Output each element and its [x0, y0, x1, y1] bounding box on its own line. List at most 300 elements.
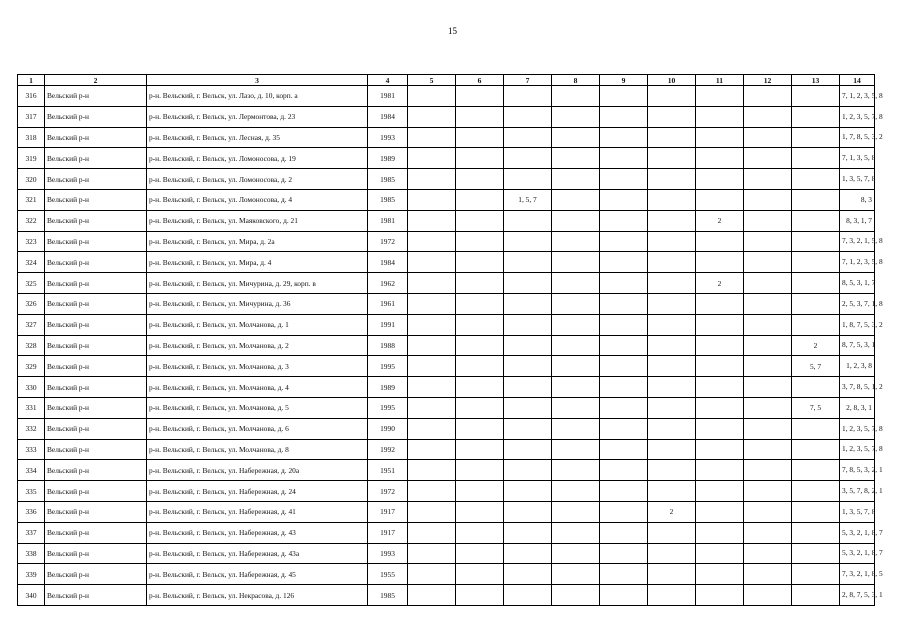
col6-cell — [456, 293, 504, 314]
col6-cell — [456, 397, 504, 418]
row-number: 323 — [18, 231, 45, 252]
col8-cell — [552, 231, 600, 252]
col7-cell — [504, 231, 552, 252]
address-cell: р-н. Вельский, г. Вельск, ул. Некрасова, д. 126 — [147, 585, 368, 606]
col5-cell — [408, 273, 456, 294]
col14-cell: 1, 2, 3, 5, 7, 8 — [840, 106, 875, 127]
table-row — [18, 273, 875, 294]
col14-cell: 8, 5, 3, 1, 7 — [840, 273, 875, 294]
col9-cell — [600, 377, 648, 398]
col8-cell — [552, 148, 600, 169]
col14-cell: 1, 3, 5, 7, 8 — [840, 169, 875, 190]
col7-cell — [504, 148, 552, 169]
col12-cell — [744, 231, 792, 252]
col8-cell — [552, 210, 600, 231]
col13-cell — [792, 86, 840, 107]
col14-cell: 1, 8, 7, 5, 3, 2 — [840, 314, 875, 335]
address-cell: р-н. Вельский, г. Вельск, ул. Ломоносова, д. 19 — [147, 148, 368, 169]
col9-cell — [600, 397, 648, 418]
row-number: 328 — [18, 335, 45, 356]
col14-cell: 7, 3, 2, 1, 5, 8 — [840, 231, 875, 252]
column-header-12: 12 — [744, 75, 792, 86]
col11-cell — [696, 439, 744, 460]
col7-cell — [504, 106, 552, 127]
col8-cell — [552, 585, 600, 606]
district-cell: Вельский р-н — [45, 231, 147, 252]
header-row — [18, 75, 875, 86]
col13-cell — [792, 481, 840, 502]
col13-cell — [792, 106, 840, 127]
col7-cell — [504, 543, 552, 564]
col13-cell — [792, 314, 840, 335]
table-row — [18, 148, 875, 169]
col8-cell — [552, 522, 600, 543]
address-cell: р-н. Вельский, г. Вельск, ул. Ломоносова, д. 4 — [147, 189, 368, 210]
col5-cell — [408, 481, 456, 502]
col13-cell — [792, 564, 840, 585]
col9-cell — [600, 293, 648, 314]
year-cell: 1985 — [368, 169, 408, 190]
col11-cell — [696, 169, 744, 190]
row-number: 316 — [18, 86, 45, 107]
district-cell: Вельский р-н — [45, 335, 147, 356]
table-row — [18, 460, 875, 481]
row-number: 319 — [18, 148, 45, 169]
table-row — [18, 564, 875, 585]
col6-cell — [456, 377, 504, 398]
year-cell: 1989 — [368, 148, 408, 169]
col8-cell — [552, 106, 600, 127]
col10-cell — [648, 397, 696, 418]
year-cell: 1995 — [368, 356, 408, 377]
col12-cell — [744, 106, 792, 127]
col11-cell — [696, 501, 744, 522]
col10-cell — [648, 86, 696, 107]
col12-cell — [744, 543, 792, 564]
col13-cell — [792, 293, 840, 314]
col10-cell: 2 — [648, 501, 696, 522]
col10-cell — [648, 481, 696, 502]
column-header-7: 7 — [504, 75, 552, 86]
col12-cell — [744, 585, 792, 606]
year-cell: 1993 — [368, 127, 408, 148]
col10-cell — [648, 564, 696, 585]
col13-cell — [792, 169, 840, 190]
row-number: 332 — [18, 418, 45, 439]
address-cell: р-н. Вельский, г. Вельск, ул. Молчанова, д. 3 — [147, 356, 368, 377]
district-cell: Вельский р-н — [45, 210, 147, 231]
col5-cell — [408, 252, 456, 273]
col5-cell — [408, 460, 456, 481]
col7-cell — [504, 252, 552, 273]
table-row — [18, 377, 875, 398]
col9-cell — [600, 314, 648, 335]
col13-cell — [792, 210, 840, 231]
col9-cell — [600, 543, 648, 564]
col14-cell: 1, 2, 3, 8 — [840, 356, 875, 377]
col12-cell — [744, 481, 792, 502]
district-cell: Вельский р-н — [45, 418, 147, 439]
row-number: 336 — [18, 501, 45, 522]
col9-cell — [600, 501, 648, 522]
year-cell: 1993 — [368, 543, 408, 564]
col13-cell — [792, 543, 840, 564]
col8-cell — [552, 169, 600, 190]
col7-cell — [504, 418, 552, 439]
col8-cell — [552, 564, 600, 585]
col14-cell: 8, 3, 1, 7 — [840, 210, 875, 231]
col6-cell — [456, 127, 504, 148]
col11-cell — [696, 460, 744, 481]
district-cell: Вельский р-н — [45, 293, 147, 314]
col11-cell — [696, 335, 744, 356]
col12-cell — [744, 397, 792, 418]
col11-cell — [696, 522, 744, 543]
col14-cell: 8, 7, 5, 3, 1 — [840, 335, 875, 356]
year-cell: 1988 — [368, 335, 408, 356]
year-cell: 1951 — [368, 460, 408, 481]
district-cell: Вельский р-н — [45, 377, 147, 398]
col7-cell — [504, 335, 552, 356]
col9-cell — [600, 86, 648, 107]
col11-cell — [696, 231, 744, 252]
col12-cell — [744, 564, 792, 585]
housing-register-table — [17, 74, 883, 606]
year-cell: 1917 — [368, 501, 408, 522]
table-row — [18, 335, 875, 356]
col9-cell — [600, 439, 648, 460]
col5-cell — [408, 210, 456, 231]
table-row — [18, 356, 875, 377]
address-cell: р-н. Вельский, г. Вельск, ул. Набережная, д. 24 — [147, 481, 368, 502]
row-number: 317 — [18, 106, 45, 127]
address-cell: р-н. Вельский, г. Вельск, ул. Лазо, д. 10, корп. а — [147, 86, 368, 107]
col11-cell — [696, 481, 744, 502]
column-header-5: 5 — [408, 75, 456, 86]
col6-cell — [456, 460, 504, 481]
address-cell: р-н. Вельский, г. Вельск, ул. Мичурина, д. 29, корп. в — [147, 273, 368, 294]
address-cell: р-н. Вельский, г. Вельск, ул. Лермонтова, д. 23 — [147, 106, 368, 127]
col6-cell — [456, 252, 504, 273]
col9-cell — [600, 356, 648, 377]
col5-cell — [408, 231, 456, 252]
col10-cell — [648, 439, 696, 460]
col6-cell — [456, 273, 504, 294]
col7-cell: 1, 5, 7 — [504, 189, 552, 210]
col10-cell — [648, 356, 696, 377]
table-row — [18, 397, 875, 418]
col6-cell — [456, 418, 504, 439]
address-cell: р-н. Вельский, г. Вельск, ул. Лесная, д. 35 — [147, 127, 368, 148]
district-cell: Вельский р-н — [45, 397, 147, 418]
col6-cell — [456, 189, 504, 210]
row-number: 335 — [18, 481, 45, 502]
district-cell: Вельский р-н — [45, 481, 147, 502]
row-number: 320 — [18, 169, 45, 190]
col6-cell — [456, 314, 504, 335]
column-header-3: 3 — [147, 75, 368, 86]
col14-cell: 1, 2, 3, 5, 7, 8 — [840, 439, 875, 460]
col11-cell — [696, 397, 744, 418]
col10-cell — [648, 585, 696, 606]
district-cell: Вельский р-н — [45, 543, 147, 564]
column-header-2: 2 — [45, 75, 147, 86]
col5-cell — [408, 418, 456, 439]
col5-cell — [408, 314, 456, 335]
col11-cell — [696, 314, 744, 335]
page-number: 15 — [448, 26, 457, 36]
col8-cell — [552, 543, 600, 564]
col11-cell — [696, 356, 744, 377]
col10-cell — [648, 335, 696, 356]
col6-cell — [456, 481, 504, 502]
table-row — [18, 543, 875, 564]
address-cell: р-н. Вельский, г. Вельск, ул. Мичурина, д. 36 — [147, 293, 368, 314]
col10-cell — [648, 252, 696, 273]
row-number: 326 — [18, 293, 45, 314]
col7-cell — [504, 522, 552, 543]
col14-cell: 7, 1, 2, 3, 5, 8 — [840, 252, 875, 273]
col9-cell — [600, 418, 648, 439]
col12-cell — [744, 293, 792, 314]
column-header-11: 11 — [696, 75, 744, 86]
column-header-1: 1 — [18, 75, 45, 86]
col11-cell — [696, 585, 744, 606]
col7-cell — [504, 169, 552, 190]
col11-cell — [696, 418, 744, 439]
col8-cell — [552, 356, 600, 377]
col12-cell — [744, 460, 792, 481]
col8-cell — [552, 189, 600, 210]
row-number: 334 — [18, 460, 45, 481]
col7-cell — [504, 460, 552, 481]
col12-cell — [744, 273, 792, 294]
col12-cell — [744, 418, 792, 439]
col5-cell — [408, 189, 456, 210]
col9-cell — [600, 148, 648, 169]
column-header-13: 13 — [792, 75, 840, 86]
table-row — [18, 439, 875, 460]
col7-cell — [504, 127, 552, 148]
district-cell: Вельский р-н — [45, 439, 147, 460]
col7-cell — [504, 501, 552, 522]
row-number: 327 — [18, 314, 45, 335]
district-cell: Вельский р-н — [45, 252, 147, 273]
table-row — [18, 169, 875, 190]
col9-cell — [600, 564, 648, 585]
col10-cell — [648, 189, 696, 210]
col12-cell — [744, 86, 792, 107]
year-cell: 1972 — [368, 231, 408, 252]
col11-cell — [696, 543, 744, 564]
table-row — [18, 585, 875, 606]
col10-cell — [648, 273, 696, 294]
col10-cell — [648, 231, 696, 252]
table-row — [18, 231, 875, 252]
col9-cell — [600, 189, 648, 210]
col7-cell — [504, 481, 552, 502]
col13-cell — [792, 189, 840, 210]
district-cell: Вельский р-н — [45, 169, 147, 190]
col10-cell — [648, 522, 696, 543]
col14-cell: 5, 3, 2, 1, 8, 7 — [840, 543, 875, 564]
col13-cell — [792, 501, 840, 522]
row-number: 337 — [18, 522, 45, 543]
col5-cell — [408, 397, 456, 418]
col13-cell — [792, 460, 840, 481]
col14-cell: 7, 1, 3, 5, 8 — [840, 148, 875, 169]
col11-cell — [696, 86, 744, 107]
col12-cell — [744, 148, 792, 169]
district-cell: Вельский р-н — [45, 189, 147, 210]
col10-cell — [648, 314, 696, 335]
col8-cell — [552, 314, 600, 335]
col8-cell — [552, 481, 600, 502]
col7-cell — [504, 293, 552, 314]
column-header-14: 14 — [840, 75, 875, 86]
col9-cell — [600, 106, 648, 127]
col7-cell — [504, 585, 552, 606]
col12-cell — [744, 439, 792, 460]
row-number: 318 — [18, 127, 45, 148]
col14-cell: 8, 3 — [840, 189, 875, 210]
district-cell: Вельский р-н — [45, 314, 147, 335]
col8-cell — [552, 418, 600, 439]
col13-cell — [792, 148, 840, 169]
col9-cell — [600, 127, 648, 148]
column-header-4: 4 — [368, 75, 408, 86]
col10-cell — [648, 210, 696, 231]
district-cell: Вельский р-н — [45, 86, 147, 107]
row-number: 325 — [18, 273, 45, 294]
address-cell: р-н. Вельский, г. Вельск, ул. Молчанова, д. 4 — [147, 377, 368, 398]
col5-cell — [408, 522, 456, 543]
col9-cell — [600, 522, 648, 543]
col5-cell — [408, 293, 456, 314]
district-cell: Вельский р-н — [45, 356, 147, 377]
col13-cell: 5, 7 — [792, 356, 840, 377]
col5-cell — [408, 564, 456, 585]
col8-cell — [552, 252, 600, 273]
address-cell: р-н. Вельский, г. Вельск, ул. Маяковского, д. 21 — [147, 210, 368, 231]
column-header-8: 8 — [552, 75, 600, 86]
col9-cell — [600, 252, 648, 273]
col12-cell — [744, 169, 792, 190]
col5-cell — [408, 86, 456, 107]
year-cell: 1917 — [368, 522, 408, 543]
col11-cell: 2 — [696, 210, 744, 231]
col7-cell — [504, 86, 552, 107]
address-cell: р-н. Вельский, г. Вельск, ул. Набережная, д. 43а — [147, 543, 368, 564]
col5-cell — [408, 585, 456, 606]
year-cell: 1984 — [368, 252, 408, 273]
col9-cell — [600, 481, 648, 502]
col5-cell — [408, 356, 456, 377]
col10-cell — [648, 169, 696, 190]
row-number: 321 — [18, 189, 45, 210]
address-cell: р-н. Вельский, г. Вельск, ул. Мира, д. 4 — [147, 252, 368, 273]
col7-cell — [504, 397, 552, 418]
col13-cell: 2 — [792, 335, 840, 356]
col12-cell — [744, 189, 792, 210]
year-cell: 1962 — [368, 273, 408, 294]
district-cell: Вельский р-н — [45, 127, 147, 148]
col10-cell — [648, 377, 696, 398]
col11-cell — [696, 293, 744, 314]
address-cell: р-н. Вельский, г. Вельск, ул. Молчанова, д. 6 — [147, 418, 368, 439]
address-cell: р-н. Вельский, г. Вельск, ул. Ломоносова, д. 2 — [147, 169, 368, 190]
col6-cell — [456, 356, 504, 377]
row-number: 333 — [18, 439, 45, 460]
col10-cell — [648, 148, 696, 169]
year-cell: 1989 — [368, 377, 408, 398]
table-row — [18, 106, 875, 127]
col6-cell — [456, 231, 504, 252]
col13-cell: 7, 5 — [792, 397, 840, 418]
col5-cell — [408, 127, 456, 148]
table-row — [18, 314, 875, 335]
col6-cell — [456, 169, 504, 190]
row-number: 338 — [18, 543, 45, 564]
district-cell: Вельский р-н — [45, 564, 147, 585]
col8-cell — [552, 377, 600, 398]
col13-cell — [792, 231, 840, 252]
col9-cell — [600, 335, 648, 356]
col6-cell — [456, 522, 504, 543]
col11-cell: 2 — [696, 273, 744, 294]
col14-cell: 3, 7, 8, 5, 1, 2 — [840, 377, 875, 398]
col14-cell: 2, 8, 7, 5, 3, 1 — [840, 585, 875, 606]
row-number: 340 — [18, 585, 45, 606]
col12-cell — [744, 127, 792, 148]
district-cell: Вельский р-н — [45, 460, 147, 481]
col8-cell — [552, 86, 600, 107]
col6-cell — [456, 148, 504, 169]
col14-cell: 7, 3, 2, 1, 8, 5 — [840, 564, 875, 585]
address-cell: р-н. Вельский, г. Вельск, ул. Набережная, д. 45 — [147, 564, 368, 585]
table-row — [18, 189, 875, 210]
col10-cell — [648, 293, 696, 314]
table-row — [18, 522, 875, 543]
col14-cell: 2, 8, 3, 1 — [840, 397, 875, 418]
col7-cell — [504, 439, 552, 460]
col9-cell — [600, 231, 648, 252]
col8-cell — [552, 439, 600, 460]
year-cell: 1995 — [368, 397, 408, 418]
col9-cell — [600, 460, 648, 481]
col8-cell — [552, 397, 600, 418]
col6-cell — [456, 585, 504, 606]
table-row — [18, 127, 875, 148]
col6-cell — [456, 86, 504, 107]
col7-cell — [504, 314, 552, 335]
col13-cell — [792, 585, 840, 606]
district-cell: Вельский р-н — [45, 273, 147, 294]
table-row — [18, 501, 875, 522]
col7-cell — [504, 564, 552, 585]
table-row — [18, 418, 875, 439]
column-header-10: 10 — [648, 75, 696, 86]
table-row — [18, 481, 875, 502]
row-number: 330 — [18, 377, 45, 398]
table-row — [18, 210, 875, 231]
col11-cell — [696, 564, 744, 585]
table-row — [18, 252, 875, 273]
col14-cell: 1, 2, 3, 5, 7, 8 — [840, 418, 875, 439]
district-cell: Вельский р-н — [45, 522, 147, 543]
row-number: 322 — [18, 210, 45, 231]
col12-cell — [744, 252, 792, 273]
